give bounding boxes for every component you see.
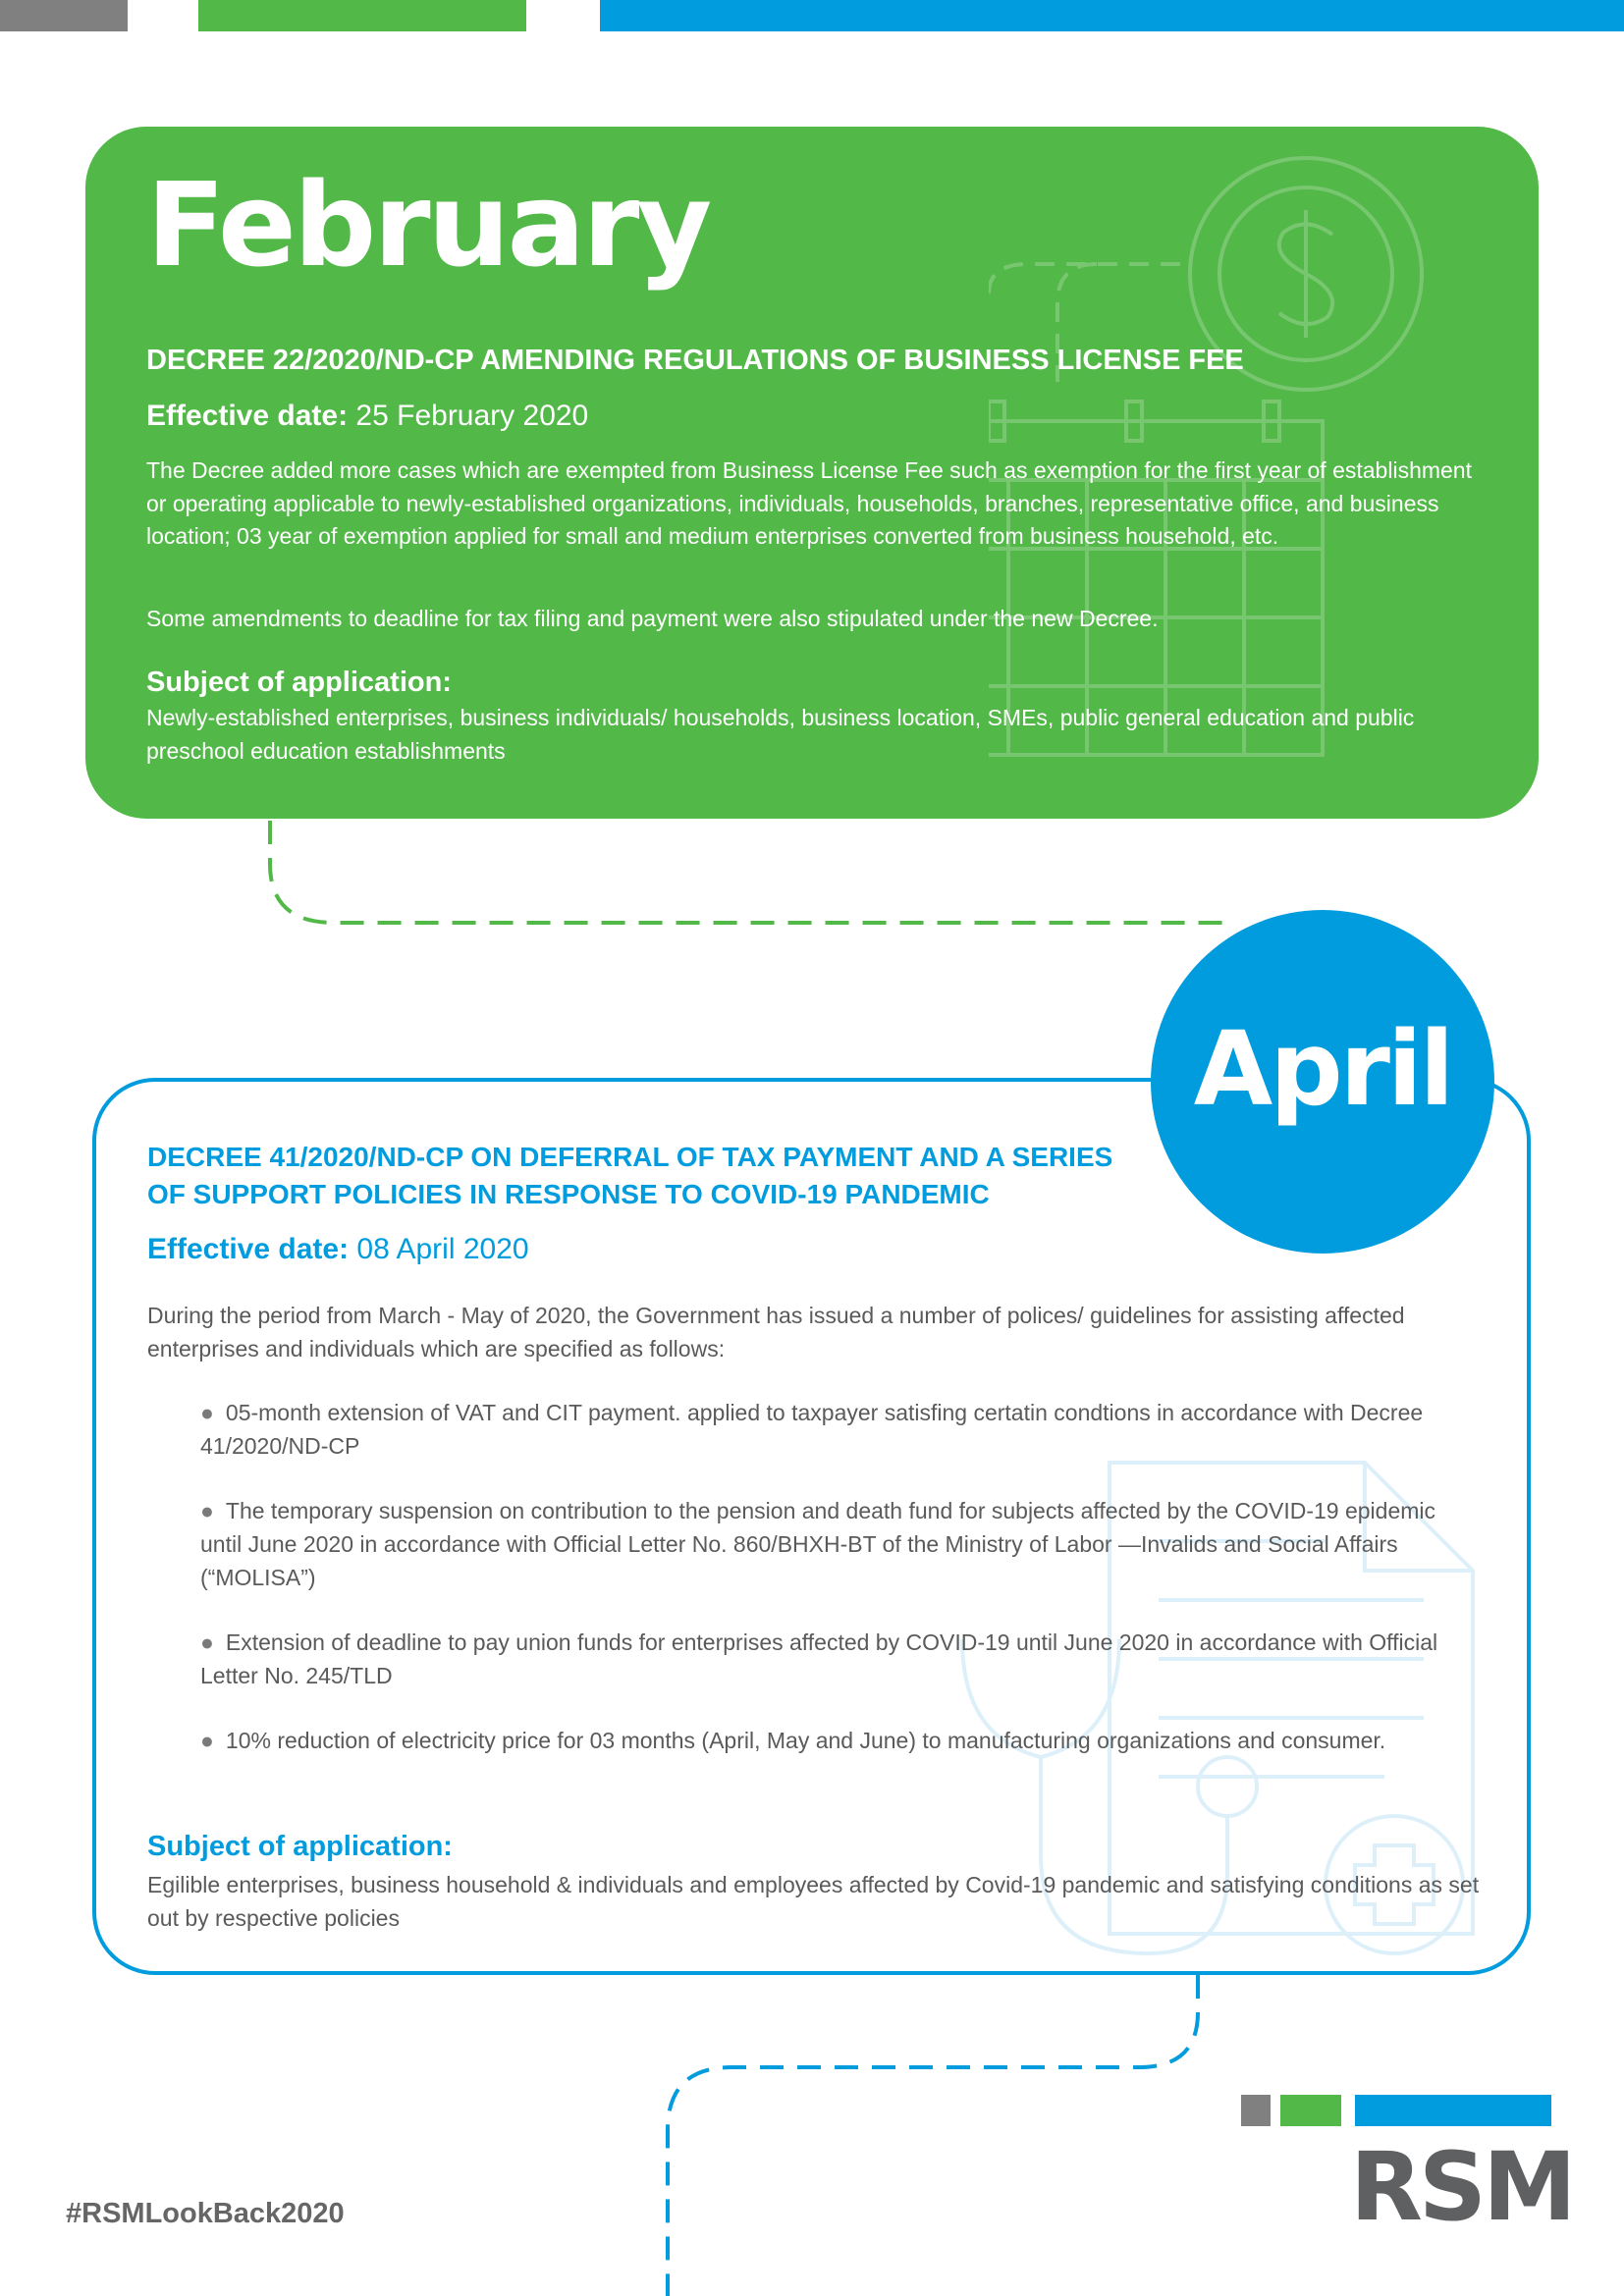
decree-title-april: DECREE 41/2020/ND-CP ON DEFERRAL OF TAX PAYMENT AND A SERIES OF SUPPORT POLICIES IN RESPONSE TO COVID-19 PANDEMIC: [147, 1142, 1113, 1209]
bullet-item: ● The temporary suspension on contribution to the pension and death fund for subjects affected by the COVID-19 epidemic until June 2020 in accordance with Official Letter No. 860/BHXH-BT of the Ministry of Labor —Invalids and Social Affairs (“MOLISA”): [200, 1498, 1436, 1590]
effective-date-label: Effective date:: [146, 400, 349, 432]
bullet-item: ● 10% reduction of electricity price for 03 months (April, May and June) to manufacturing organizations and consumer.: [200, 1728, 1386, 1753]
effective-date-april: [147, 1233, 529, 1266]
decree-description: The Decree added more cases which are exempted from Business License Fee such as exemption for the first year of establishment or operating applicable to newly-established organizations, individuals, households, branches, representative office, and business location; 03 year of exemption applied for small and medium enterprises converted from business household, etc.: [146, 457, 1472, 549]
month-heading-april: April: [1193, 1009, 1452, 1129]
bullet-item: ● Extension of deadline to pay union funds for enterprises affected by COVID-19 until June 2020 in accordance with Official Letter No. 245/TLD: [200, 1629, 1438, 1688]
subject-heading-april: Subject of application:: [147, 1831, 453, 1862]
bullet-icon: ●: [200, 1498, 214, 1523]
february-card: [85, 127, 1539, 819]
bullet-item: ● 05-month extension of VAT and CIT payment. applied to taxpayer satisfing certatin condtions in accordance with Decree 41/2020/ND-CP: [200, 1400, 1424, 1459]
effective-date-value-april: 08 April 2020: [356, 1233, 529, 1265]
effective-date: [146, 400, 588, 433]
decree-title: DECREE 22/2020/ND-CP AMENDING REGULATIONS OF BUSINESS LICENSE FEE: [146, 345, 1244, 376]
rsm-logo: RSM: [1350, 2132, 1573, 2242]
subject-text-april: Egilible enterprises, business household & individuals and employees affected by Covid-19 pandemic and satisfying conditions as set out by respective policies: [147, 1872, 1480, 1931]
logo-bar-green: [1280, 2095, 1341, 2126]
hashtag: #RSMLookBack2020: [66, 2198, 345, 2229]
effective-date-value: 25 February 2020: [355, 400, 589, 432]
month-heading: February: [146, 157, 710, 293]
subject-heading: Subject of application:: [146, 667, 452, 698]
bullet-icon: ●: [200, 1728, 214, 1753]
bullet-icon: ●: [200, 1629, 214, 1655]
decree-description-2: Some amendments to deadline for tax filing and payment were also stipulated under the new Decree.: [146, 606, 1159, 631]
subject-text: Newly-established enterprises, business individuals/ households, business location, SMEs, public general education and public preschool education establishments: [146, 705, 1415, 764]
decree-intro: During the period from March - May of 2020, the Government has issued a number of polices/ guidelines for assisting affected enterprises and individuals which are specified as follows:: [147, 1303, 1405, 1362]
effective-date-label-april: Effective date:: [147, 1233, 350, 1265]
logo-bar-blue: [1355, 2095, 1551, 2126]
logo-bar-gray: [1241, 2095, 1271, 2126]
bullet-icon: ●: [200, 1400, 214, 1425]
